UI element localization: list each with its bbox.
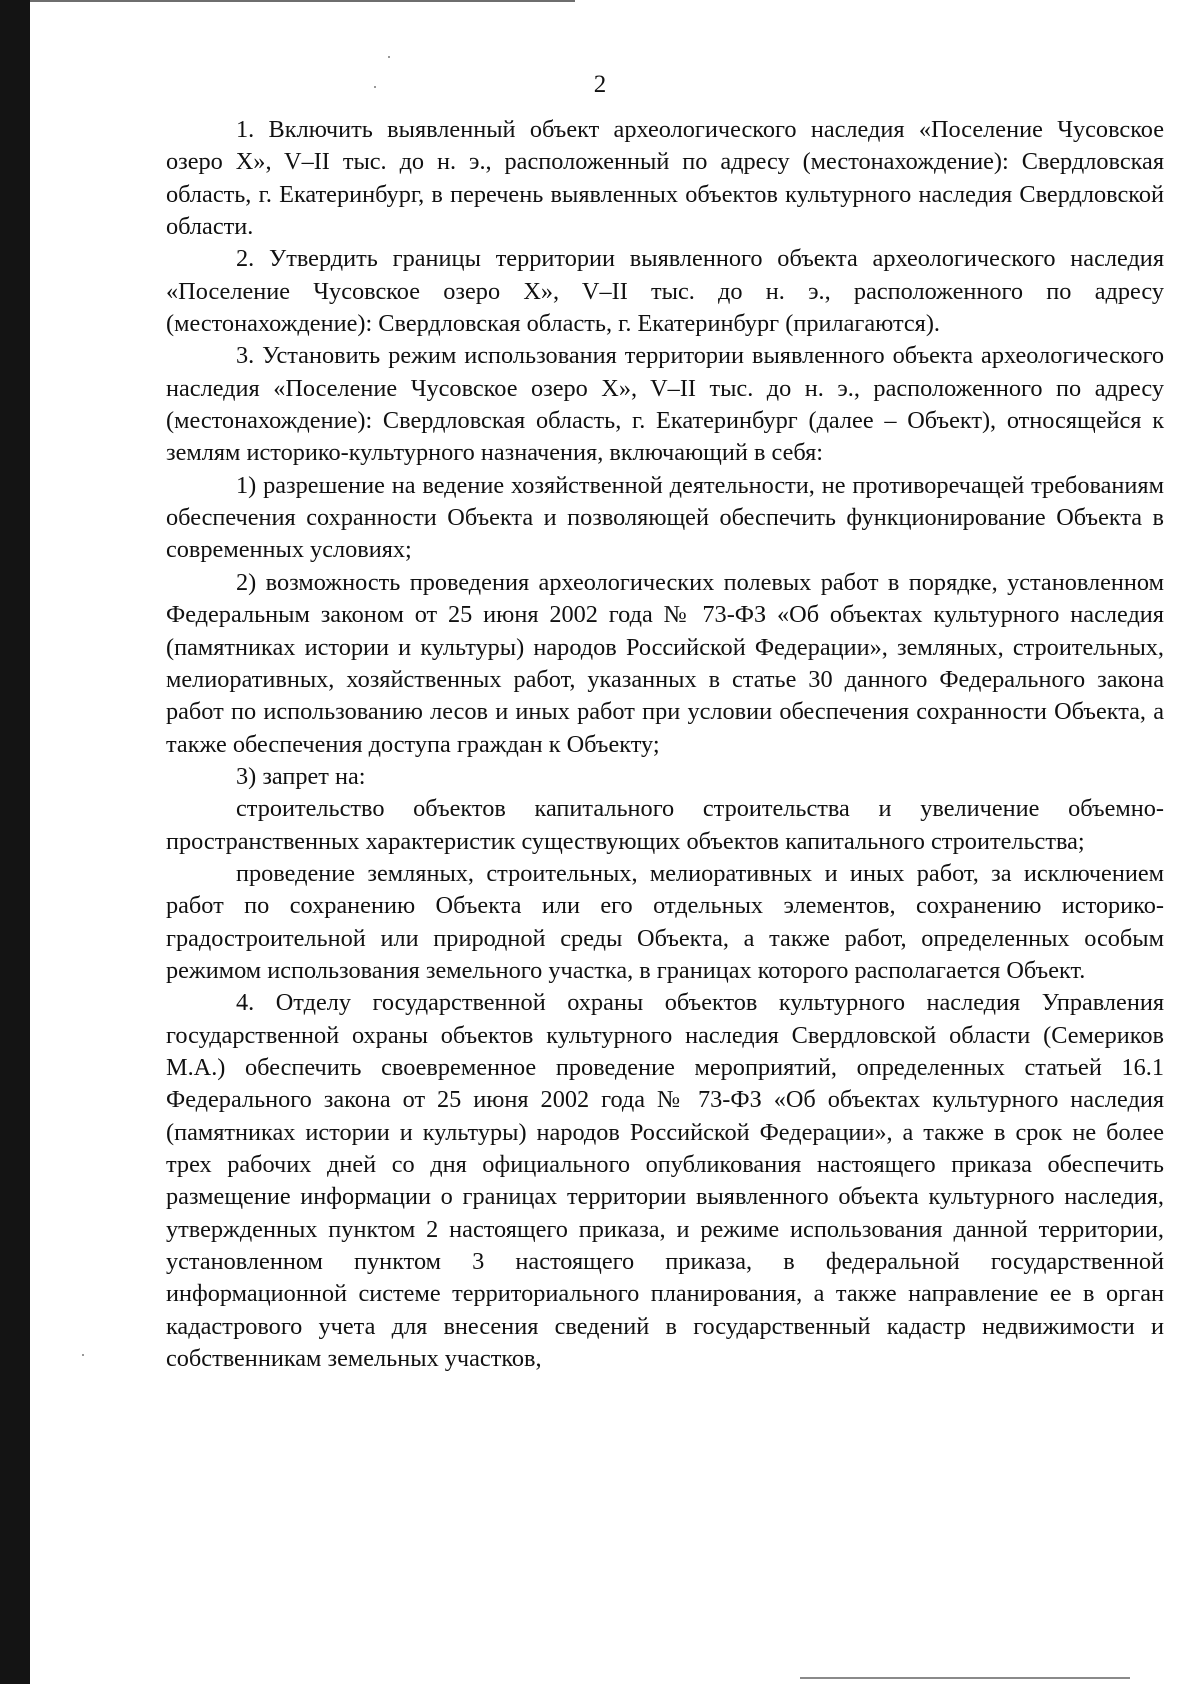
- paragraph-item-4: 4. Отделу государственной охраны объектов культурного наследия Управления государственной охраны объектов культурного наследия Свердловской области (Семериков М.А.) обеспечить своевременное проведение мероприятий, определенных статьей 16.1 Федерального закона от 25 июня 2002 года № 73-ФЗ «Об объектах культурного наследия (памятниках истории и культуры) народов Российской Федерации», а также в срок не более трех рабочих дней со дня официального опубликования настоящего приказа обеспечить размещение информации о границах территории выявленного объекта культурного наследия, утвержденных пунктом 2 настоящего приказа, и режиме использования данной территории, установленном пунктом 3 настоящего приказа, в федеральной государственной информационной системе территориального планирования, а также направление ее в орган кадастрового учета для внесения сведений в государственный кадастр недвижимости и собственникам земельных участков,: [166, 989, 1164, 1373]
- scan-speck: [388, 56, 390, 58]
- paragraph-subitem-3-2: 2) возможность проведения археологических полевых работ в порядке, установленном Федеральным законом от 25 июня 2002 года № 73-ФЗ «Об объектах культурного наследия (памятниках истории и культуры) народов Российской Федерации», земляных, строительных, мелиоративных, хозяйственных работ, указанных в статье 30 данного Федерального закона работ по использованию лесов и иных работ при условии обеспечения сохранности Объекта, а также обеспечения доступа граждан к Объекту;: [166, 568, 1164, 758]
- scan-speck: [82, 1354, 84, 1356]
- paragraph-item-2: 2. Утвердить границы территории выявленного объекта археологического наследия «Поселение Чусовское озеро X», V–II тыс. до н. э., расположенного по адресу (местонахождение): Свердловская область, г. Екатеринбург (прилагаются).: [166, 245, 1164, 338]
- scan-top-edge: [30, 0, 575, 2]
- paragraph-subitem-3-1: 1) разрешение на ведение хозяйственной деятельности, не противоречащей требованиям обеспечения сохранности Объекта и позволяющей обеспечить функционирование Объекта в современных условиях;: [166, 471, 1164, 564]
- paragraph-prohibition-works: проведение земляных, строительных, мелиоративных и иных работ, за исключением работ по сохранению Объекта или его отдельных элементов, сохранению историко-градостроительной или природной среды Объекта, а также работ, определенных особым режимом использования земельного участка, в границах которого располагается Объект.: [166, 859, 1164, 984]
- page-number: 2: [593, 71, 607, 98]
- document-body: [166, 114, 1164, 1375]
- scan-edge-shadow: [0, 0, 30, 1684]
- paragraph-item-3: 3. Установить режим использования территории выявленного объекта археологического наследия «Поселение Чусовское озеро X», V–II тыс. до н. э., расположенного по адресу (местонахождение): Свердловская область, г. Екатеринбург (далее – Объект), относящейся к землям историко-культурного назначения, включающий в себя:: [166, 342, 1164, 467]
- scan-bottom-edge: [800, 1677, 1130, 1679]
- paragraph-prohibition-construction: строительство объектов капитального строительства и увеличение объемно-пространственных характеристик существующих объектов капитального строительства;: [166, 795, 1164, 855]
- paragraph-item-1: 1. Включить выявленный объект археологического наследия «Поселение Чусовское озеро X», V–II тыс. до н. э., расположенный по адресу (местонахождение): Свердловская область, г. Екатеринбург, в перечень выявленных объектов культурного наследия Свердловской области.: [166, 116, 1164, 241]
- paragraph-subitem-3-3: 3) запрет на:: [236, 762, 366, 790]
